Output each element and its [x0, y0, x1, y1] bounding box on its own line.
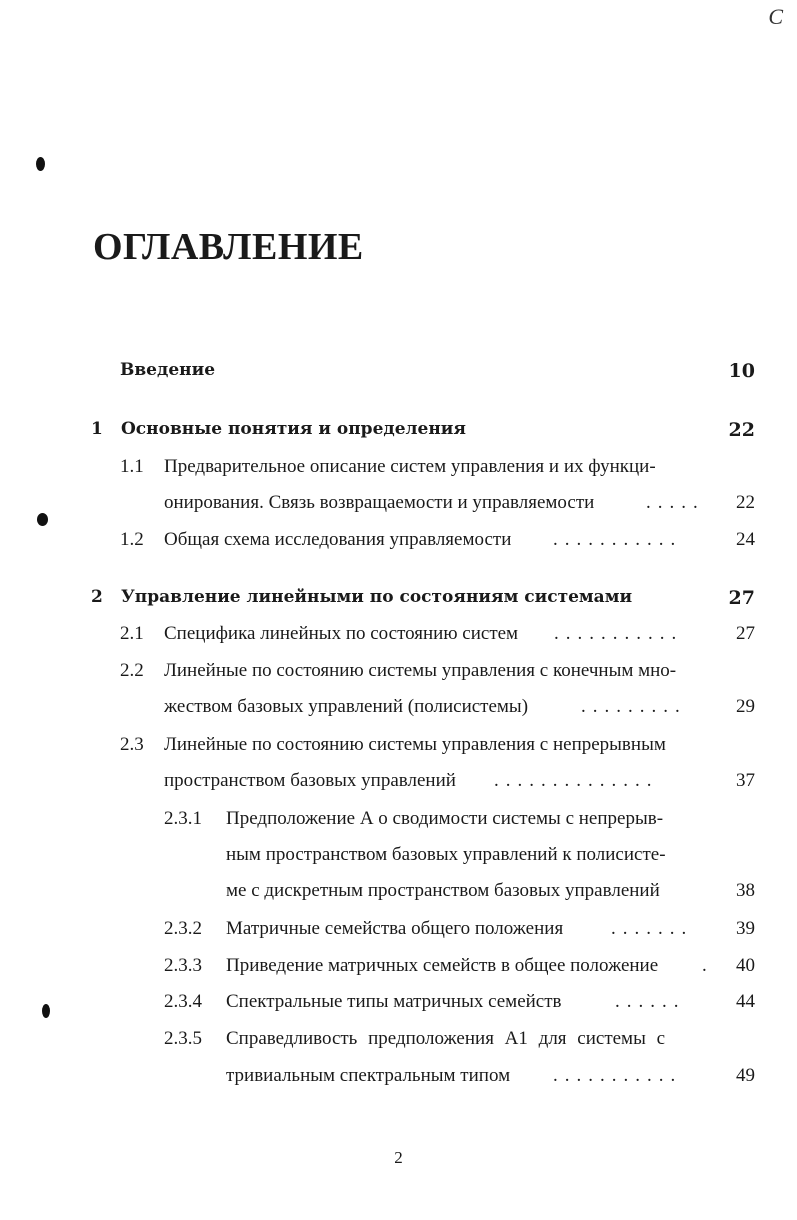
toc-entry-2-2-cont[interactable] — [0, 696, 797, 726]
toc-entry-2-3-5[interactable] — [0, 1028, 797, 1058]
toc-2-3-5-line2: тривиальным спектральным типом — [226, 1065, 511, 1086]
toc-entry-intro[interactable] — [0, 360, 797, 390]
toc-2-2-leader: ......... — [581, 696, 687, 717]
toc-2-3-5-leader: ........... — [553, 1065, 683, 1086]
toc-entry-2-3[interactable] — [0, 734, 797, 764]
toc-1-2-label: Общая схема исследования управляемости — [164, 529, 512, 550]
toc-2-2-line1: Линейные по состоянию системы управления с конечным мно- — [164, 660, 677, 681]
toc-2-3-number: 2.3 — [120, 734, 144, 755]
toc-entry-2-3-5-cont[interactable] — [0, 1065, 797, 1095]
toc-chapter-2-number: 2 — [91, 587, 103, 607]
toc-entry-1-1-cont[interactable] — [0, 492, 797, 522]
toc-2-3-3-label: Приведение матричных семейств в общее положение — [226, 955, 659, 976]
toc-2-3-5-number: 2.3.5 — [164, 1028, 202, 1049]
toc-2-3-2-page: 39 — [736, 918, 755, 939]
toc-chapter-2-page: 27 — [728, 587, 755, 609]
toc-chapter-1-number: 1 — [91, 419, 103, 439]
toc-1-1-leader: ..... — [646, 492, 705, 513]
toc-intro-page: 10 — [728, 360, 755, 382]
punch-hole-mark-1 — [36, 157, 45, 171]
toc-2-3-4-leader: ...... — [615, 991, 686, 1012]
toc-entry-1-1[interactable] — [0, 456, 797, 486]
toc-2-3-3-leader: . — [702, 955, 707, 976]
toc-2-3-5-line1: Справедливость предположения А1 для системы с — [226, 1028, 666, 1049]
toc-entry-2-3-1[interactable] — [0, 808, 797, 838]
toc-2-3-5-page: 49 — [736, 1065, 755, 1086]
toc-1-1-line2: онирования. Связь возвращаемости и управляемости — [164, 492, 595, 513]
toc-chapter-2-label: Управление линейными по состояниям системами — [121, 587, 633, 607]
toc-2-3-page: 37 — [736, 770, 755, 791]
toc-entry-1-2[interactable] — [0, 529, 797, 559]
toc-1-2-number: 1.2 — [120, 529, 144, 550]
page-number: 2 — [394, 1148, 403, 1167]
toc-1-1-page: 22 — [736, 492, 755, 513]
toc-1-2-page: 24 — [736, 529, 755, 550]
toc-chapter-1-page: 22 — [728, 419, 755, 441]
toc-entry-2-3-1-cont2[interactable] — [0, 880, 797, 910]
toc-2-3-1-number: 2.3.1 — [164, 808, 202, 829]
toc-2-3-1-line1: Предположение А о сводимости системы с непрерыв- — [226, 808, 664, 829]
toc-2-3-1-line3: ме с дискретным пространством базовых управлений — [226, 880, 660, 901]
toc-2-2-page: 29 — [736, 696, 755, 717]
toc-entry-2-2[interactable] — [0, 660, 797, 690]
corner-mark: C — [768, 4, 783, 29]
toc-2-3-2-leader: ....... — [611, 918, 694, 939]
toc-entry-2-3-cont[interactable] — [0, 770, 797, 800]
toc-2-3-2-number: 2.3.2 — [164, 918, 202, 939]
toc-entry-2-1[interactable] — [0, 623, 797, 653]
toc-2-3-4-page: 44 — [736, 991, 755, 1012]
toc-2-3-4-label: Спектральные типы матричных семейств — [226, 991, 562, 1012]
toc-2-3-1-page: 38 — [736, 880, 755, 901]
toc-2-1-number: 2.1 — [120, 623, 144, 644]
toc-2-3-line1: Линейные по состоянию системы управления с непрерывным — [164, 734, 666, 755]
toc-2-1-leader: ........... — [554, 623, 684, 644]
toc-2-1-page: 27 — [736, 623, 755, 644]
toc-2-1-label: Специфика линейных по состоянию систем — [164, 623, 519, 644]
toc-entry-2-3-1-cont[interactable] — [0, 844, 797, 874]
toc-entry-2-3-4[interactable] — [0, 991, 797, 1021]
toc-2-3-4-number: 2.3.4 — [164, 991, 202, 1012]
toc-2-3-1-line2: ным пространством базовых управлений к полисисте- — [226, 844, 666, 865]
page-title: ОГЛАВЛЕНИЕ — [93, 226, 364, 268]
toc-2-3-3-number: 2.3.3 — [164, 955, 202, 976]
toc-entry-chapter-2[interactable] — [0, 587, 797, 617]
toc-2-2-number: 2.2 — [120, 660, 144, 681]
toc-2-3-3-page: 40 — [736, 955, 755, 976]
toc-intro-label: Введение — [120, 360, 216, 380]
toc-2-3-leader: .............. — [494, 770, 659, 791]
toc-entry-chapter-1[interactable] — [0, 419, 797, 449]
toc-2-3-2-label: Матричные семейства общего положения — [226, 918, 564, 939]
toc-1-2-leader: ........... — [553, 529, 683, 550]
toc-entry-2-3-2[interactable] — [0, 918, 797, 948]
toc-1-1-line1: Предварительное описание систем управления и их функци- — [164, 456, 656, 477]
toc-entry-2-3-3[interactable] — [0, 955, 797, 985]
toc-2-3-line2: пространством базовых управлений — [164, 770, 456, 791]
toc-1-1-number: 1.1 — [120, 456, 144, 477]
toc-chapter-1-label: Основные понятия и определения — [121, 419, 466, 439]
toc-2-2-line2: жеством базовых управлений (полисистемы) — [164, 696, 529, 717]
